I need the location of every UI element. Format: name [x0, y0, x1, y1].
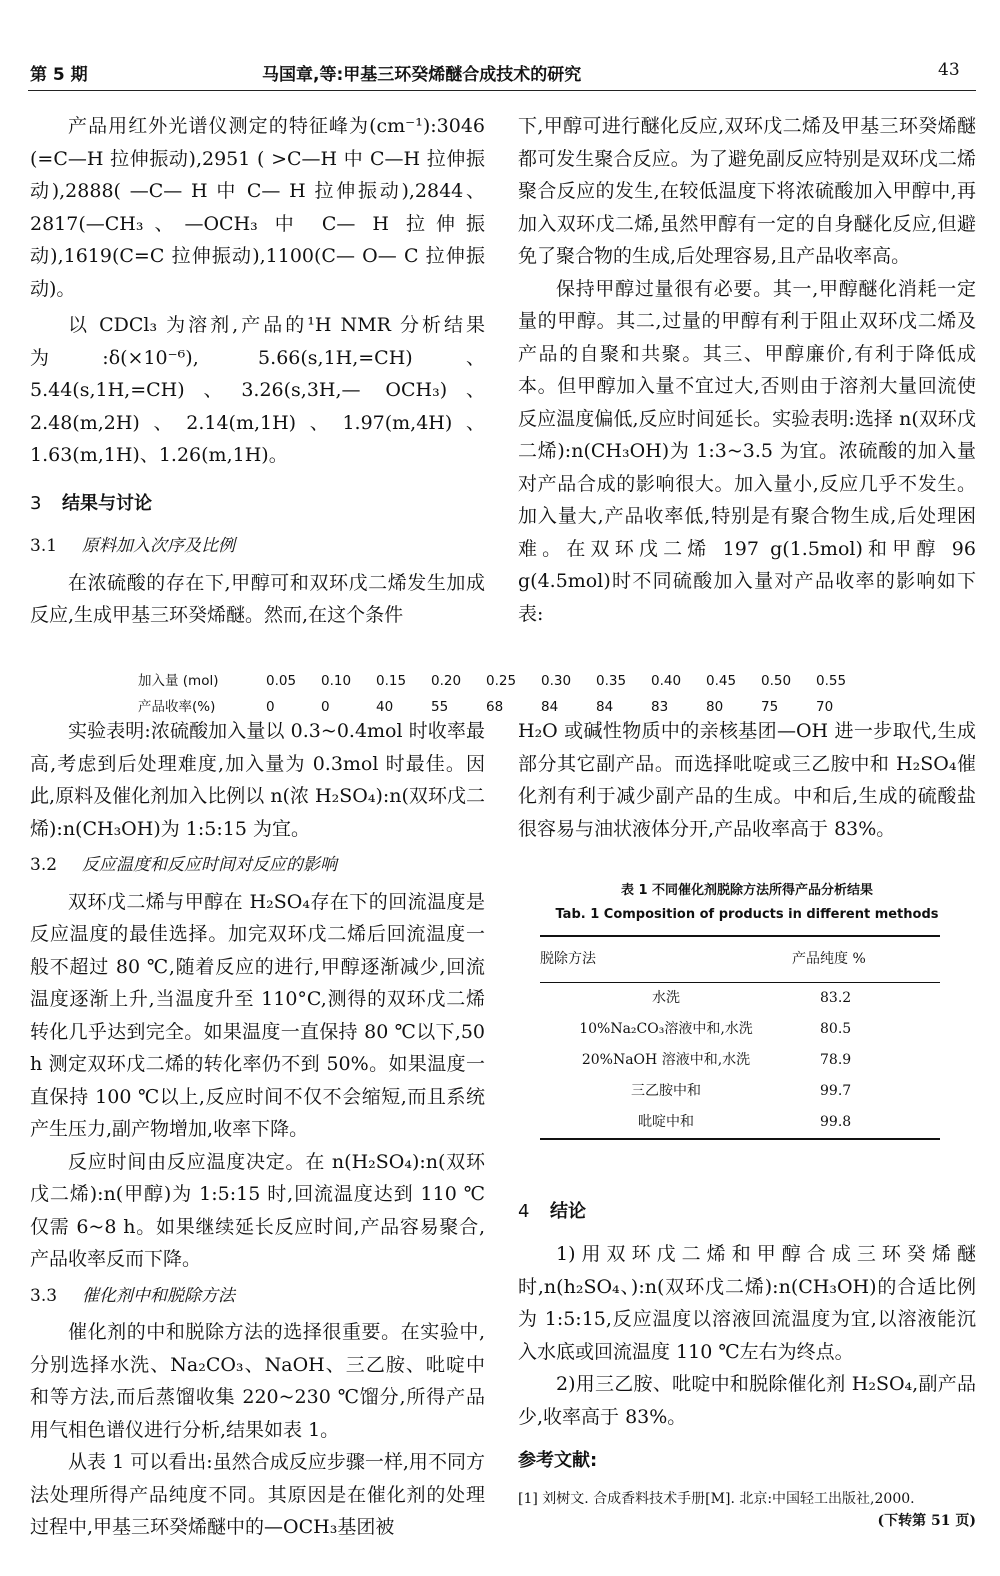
yield-value: 83 [651, 699, 669, 715]
purity-cell: 78.9 [820, 1051, 852, 1068]
table-row [540, 1107, 940, 1139]
running-title: 马国章,等:甲基三环癸烯醚合成技术的研究 [262, 65, 582, 85]
yield-value: 84 [541, 699, 559, 715]
byproduct-paragraph: H₂O 或碱性物质中的亲核基团—OH 进一步取代,生成部分其它副产品。而选择吡啶或三乙胺中和 H₂SO₄催化剂有利于减少副产品的生成。中和后,生成的硫酸盐很容易与油状液体分开,产品收率高于 83%。 [518, 720, 976, 840]
purity-cell: 99.7 [820, 1082, 852, 1099]
section-3-3-heading [30, 1280, 485, 1313]
purity-table [540, 935, 940, 1140]
amount-value: 0.30 [541, 673, 572, 689]
yield-value: 70 [816, 699, 834, 715]
purity-cell: 80.5 [820, 1020, 852, 1037]
neutralization-paragraph: 催化剂的中和脱除方法的选择很重要。在实验中,分别选择水洗、Na₂CO₃、NaOH、三乙胺、吡啶中和等方法,而后蒸馏收集 220~230 ℃馏分,所得产品用气相色谱仪进行分析,结果如表 1。 [30, 1321, 485, 1441]
inline-table-yield-row [138, 695, 871, 715]
method-cell: 吡啶中和 [540, 1107, 792, 1139]
table-row [540, 1045, 940, 1076]
reference-1: [1] 刘树文. 合成香料技术手册[M]. 北京:中国轻工出版社,2000. [518, 1490, 915, 1507]
amount-value: 0.15 [376, 673, 407, 689]
yield-value: 80 [706, 699, 724, 715]
page-number: 43 [938, 60, 960, 80]
yield-value: 0 [266, 699, 275, 715]
purity-cell: 99.8 [792, 1107, 940, 1139]
amount-value: 0.35 [596, 673, 627, 689]
yield-label: 产品收率(%) [138, 699, 216, 715]
section-3-3-number: 3.3 [30, 1285, 58, 1306]
amount-value: 0.20 [431, 673, 462, 689]
table-row [540, 982, 940, 1014]
table-row [540, 1014, 940, 1045]
issue-number: 第 5 期 [30, 65, 88, 85]
left-column-top [30, 110, 485, 632]
references-heading: 参考文献: [518, 1450, 598, 1471]
right-column-bottom [518, 715, 976, 1532]
table-header-purity: 产品纯度 % [792, 936, 940, 982]
amount-value: 0.50 [761, 673, 792, 689]
etherification-paragraph: 下,甲醇可进行醚化反应,双环戊二烯及甲基三环癸烯醚都可发生聚合反应。为了避免副反应特别是双环戊二烯聚合反应的发生,在较低温度下将浓硫酸加入甲醇中,再加入双环戊二烯,虽然甲醇有一定的自身醚化反应,但避免了聚合物的生成,后处理容易,且产品收率高。 [518, 115, 976, 267]
continued-note: (下转第 51 页) [877, 1512, 976, 1529]
inline-table-amount-row [138, 669, 871, 689]
method-cell: 20%NaOH 溶液中和,水洗 [581, 1051, 751, 1068]
amount-value: 0.55 [816, 673, 847, 689]
amount-label: 加入量 (mol) [138, 673, 219, 689]
table-caption-cn: 表 1 不同催化剂脱除方法所得产品分析结果 [620, 883, 874, 898]
yield-value: 84 [596, 699, 614, 715]
section-3-2-number: 3.2 [30, 855, 58, 875]
section-3-1-title: 原料加入次序及比例 [82, 536, 235, 556]
left-column-bottom [30, 715, 485, 1544]
yield-value: 75 [761, 699, 779, 715]
yield-value: 40 [376, 699, 394, 715]
conclusion-2: 2)用三乙胺、吡啶中和脱除催化剂 H₂SO₄,副产品少,收率高于 83%。 [518, 1373, 976, 1428]
section-3-number: 3 [30, 492, 42, 514]
table-discussion-paragraph: 从表 1 可以看出:虽然合成反应步骤一样,用不同方法处理所得产品纯度不同。其原因是在催化剂的处理过程中,甲基三环癸烯醚中的—OCH₃基团被 [30, 1451, 485, 1538]
table-header-row [540, 936, 940, 982]
amount-value: 0.45 [706, 673, 737, 689]
section-3-2-heading [30, 849, 485, 882]
amount-value: 0.40 [651, 673, 682, 689]
section-3-heading [30, 488, 485, 521]
section-3-1-heading [30, 530, 485, 563]
section-4-heading [518, 1196, 976, 1229]
table-header-method: 脱除方法 [540, 936, 792, 982]
yield-value: 68 [486, 699, 504, 715]
section-3-1-number: 3.1 [30, 536, 58, 556]
nmr-paragraph: 以 CDCl₃ 为溶剂,产品的¹H NMR 分析结果为:δ(×10⁻⁶), 5.66(s,1H,=CH)、5.44(s,1H,=CH)、3.26(s,3H,— OCH₃)、2.48(m,2H)、2.14(m,1H)、1.97(m,4H)、1.63(m,1H)、1.26(m,1H)。 [30, 314, 485, 466]
methanol-excess-paragraph: 保持甲醇过量很有必要。其一,甲醇醚化消耗一定量的甲醇。其二,过量的甲醇有利于阻止双环戊二烯及产品的自聚和共聚。其三、甲醇廉价,有利于降低成本。但甲醇加入量不宜过大,否则由于溶剂大量回流使反应温度偏低,反应时间延长。实验表明:选择 n(双环戊二烯):n(CH₃OH)为 1:3~3.5 为宜。浓硫酸的加入量对产品合成的影响很大。加入量小,反应几乎不发生。加入量大,产品收率低,特别是有聚合物生成,后处理困难。在双环戊二烯 197 g(1.5mol)和甲醇 96 g(4.5mol)时不同硫酸加入量对产品收率的影响如下表: [518, 277, 976, 625]
section-3-title: 结果与讨论 [62, 492, 152, 514]
section-3-1-paragraph: 在浓硫酸的存在下,甲醇可和双环戊二烯发生加成反应,生成甲基三环癸烯醚。然而,在这个条件 [30, 571, 485, 626]
method-cell: 水洗 [652, 989, 680, 1006]
ir-paragraph: 产品用红外光谱仪测定的特征峰为(cm⁻¹):3046 (=C—H 拉伸振动),2951 ( >C—H 中 C—H 拉伸振动),2888( —C— H 中 C— H 拉伸振动),2844、2817(—CH₃、—OCH₃ 中 C— H 拉伸振动),1619(C=C 拉伸振动),1100(C— O— C 拉伸振动)。 [30, 115, 485, 300]
method-cell: 10%Na₂CO₃溶液中和,水洗 [579, 1020, 753, 1037]
table-row [540, 1076, 940, 1107]
yield-value: 0 [321, 699, 330, 715]
section-3-2-title: 反应温度和反应时间对反应的影响 [82, 855, 337, 875]
acid-amount-paragraph: 实验表明:浓硫酸加入量以 0.3~0.4mol 时收率最高,考虑到后处理难度,加入量为 0.3mol 时最佳。因此,原料及催化剂加入比例以 n(浓 H₂SO₄):n(双环戊二烯):n(CH₃OH)为 1:5:15 为宜。 [30, 720, 485, 840]
table-caption-en: Tab. 1 Composition of products in different methods [555, 907, 939, 922]
header-rule [28, 90, 976, 91]
section-4-number: 4 [518, 1200, 530, 1222]
purity-cell: 83.2 [820, 989, 852, 1006]
amount-value: 0.05 [266, 673, 297, 689]
conclusion-1: 1)用双环戊二烯和甲醇合成三环癸烯醚时,n(h₂SO₄、):n(双环戊二烯):n(CH₃OH)的合适比例为 1:5:15,反应温度以溶液回流温度为宜,以溶液能沉入水底或回流温度 110 ℃左右为终点。 [518, 1243, 976, 1363]
amount-value: 0.10 [321, 673, 352, 689]
reaction-time-paragraph: 反应时间由反应温度决定。在 n(H₂SO₄):n(双环戊二烯):n(甲醇)为 1:5:15 时,回流温度达到 110 ℃仅需 6~8 h。如果继续延长反应时间,产品容易聚合,产品收率反而下降。 [30, 1150, 485, 1270]
amount-value: 0.25 [486, 673, 517, 689]
section-4-title: 结论 [550, 1200, 586, 1222]
method-cell: 三乙胺中和 [631, 1082, 701, 1099]
right-column-top [518, 110, 976, 630]
yield-value: 55 [431, 699, 449, 715]
section-3-3-title: 催化剂中和脱除方法 [82, 1285, 235, 1306]
temperature-paragraph: 双环戊二烯与甲醇在 H₂SO₄存在下的回流温度是反应温度的最佳选择。加完双环戊二烯后回流温度一般不超过 80 ℃,随着反应的进行,甲醇逐渐减少,回流温度逐渐上升,当温度升至 110°C,测得的双环戊二烯转化几乎达到完全。如果温度一直保持 80 ℃以下,50 h 测定双环戊二烯的转化率仍不到 50%。如果温度一直保持 100 ℃以上,反应时间不仅不会缩短,而且系统产生压力,副产物增加,收率下降。 [30, 890, 485, 1140]
